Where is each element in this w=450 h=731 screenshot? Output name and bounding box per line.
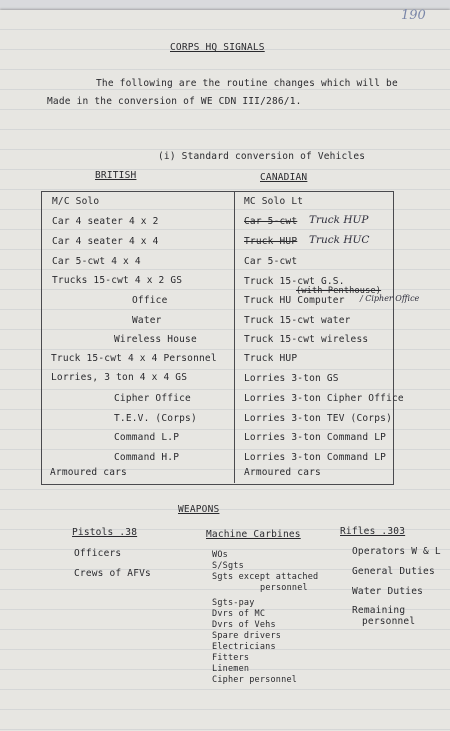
- document-page: [0, 10, 450, 731]
- canadian-row: Truck HUP: [244, 353, 298, 364]
- handwritten-note: Truck HUC: [309, 234, 370, 246]
- handwritten-note: (with Penthouse): [296, 286, 382, 296]
- carbines-item: personnel: [260, 583, 308, 593]
- canadian-row: Lorries 3-ton TEV (Corps): [244, 413, 392, 424]
- carbines-heading: Machine Carbines: [206, 529, 301, 540]
- british-row: Cipher Office: [114, 393, 191, 404]
- weapons-heading: WEAPONS: [178, 504, 220, 515]
- carbines-item: Dvrs of Vehs: [212, 620, 276, 630]
- canadian-row: MC Solo Lt: [244, 196, 304, 207]
- pistols-heading: Pistols .38: [72, 527, 138, 538]
- carbines-item: Spare drivers: [212, 631, 282, 641]
- british-row: Car 4 seater 4 x 4: [52, 236, 159, 247]
- column-header-canadian: CANADIAN: [260, 172, 308, 183]
- conversion-table-divider: [234, 191, 235, 483]
- british-row: M/C Solo: [52, 196, 100, 207]
- rifles-heading: Rifles .303: [340, 526, 406, 537]
- british-row: Truck 15-cwt 4 x 4 Personnel: [51, 353, 217, 364]
- pistols-item: Crews of AFVs: [74, 568, 151, 579]
- british-row: Command H.P: [114, 452, 180, 463]
- document-title: CORPS HQ SIGNALS: [170, 42, 265, 53]
- carbines-item: WOs: [212, 550, 228, 560]
- carbines-item: Dvrs of MC: [212, 609, 266, 619]
- intro-line-1: The following are the routine changes which will be: [96, 78, 398, 89]
- carbines-item: Sgts-pay: [212, 598, 255, 608]
- british-row: Car 5-cwt 4 x 4: [52, 256, 141, 267]
- canadian-row: Armoured cars: [244, 467, 321, 478]
- canadian-row: Truck 15-cwt water: [244, 315, 351, 326]
- carbines-item: Linemen: [212, 664, 250, 674]
- carbines-item: Electricians: [212, 642, 276, 652]
- british-row: Trucks 15-cwt 4 x 2 GS: [52, 275, 183, 286]
- carbines-item: Fitters: [212, 653, 250, 663]
- pistols-item: Officers: [74, 548, 122, 559]
- canadian-row: Lorries 3-ton Command LP: [244, 452, 387, 463]
- british-row: Command L.P: [114, 432, 180, 443]
- rifles-item: General Duties: [352, 566, 435, 577]
- intro-line-2: Made in the conversion of WE CDN III/286/1.: [47, 96, 302, 107]
- canadian-row: Lorries 3-ton GS: [244, 373, 339, 384]
- british-row: Lorries, 3 ton 4 x 4 GS: [51, 372, 188, 383]
- column-header-british: BRITISH: [95, 170, 137, 181]
- canadian-row: Truck HU Computer: [244, 295, 345, 306]
- section-heading: (i) Standard conversion of Vehicles: [158, 151, 366, 162]
- canadian-row-struck: Car 5-cwt: [244, 216, 298, 227]
- carbines-item: S/Sgts: [212, 561, 244, 571]
- carbines-item: Sgts except attached: [212, 572, 319, 582]
- rifles-item: personnel: [362, 616, 416, 627]
- canadian-row-struck: Truck HUP: [244, 236, 298, 247]
- british-row: Armoured cars: [50, 467, 127, 478]
- rifles-item: Operators W & L: [352, 546, 441, 557]
- british-row: Office: [132, 295, 168, 306]
- british-row: Car 4 seater 4 x 2: [52, 216, 159, 227]
- handwritten-note: Truck HUP: [309, 214, 369, 226]
- rifles-item: Water Duties: [352, 586, 424, 597]
- canadian-row: Car 5-cwt: [244, 256, 298, 267]
- canadian-row: Truck 15-cwt G.S.: [244, 276, 345, 287]
- canadian-row: Truck 15-cwt wireless: [244, 334, 369, 345]
- british-row: Water: [132, 315, 162, 326]
- handwritten-note: / Cipher Office: [360, 294, 420, 303]
- canadian-row: Lorries 3-ton Command LP: [244, 432, 387, 443]
- page-number: 190: [401, 8, 426, 23]
- carbines-item: Cipher personnel: [212, 675, 298, 685]
- rifles-item: Remaining: [352, 605, 406, 616]
- british-row: T.E.V. (Corps): [114, 413, 197, 424]
- british-row: Wireless House: [114, 334, 197, 345]
- canadian-row: Lorries 3-ton Cipher Office: [244, 393, 404, 404]
